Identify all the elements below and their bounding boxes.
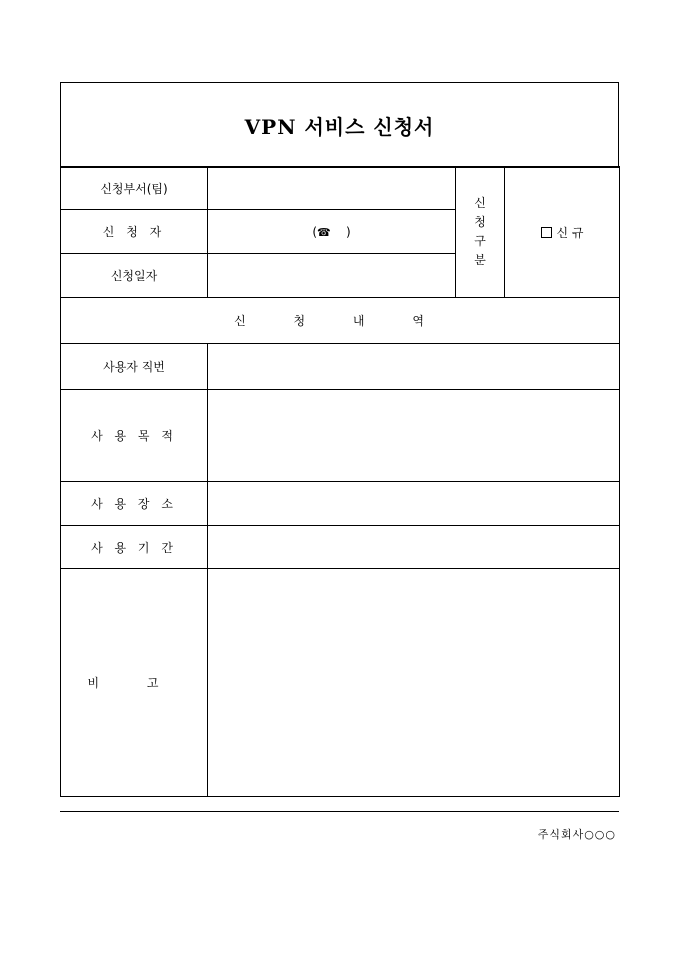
date-label: 신청일자 (61, 254, 208, 298)
applicant-field[interactable] (208, 210, 456, 254)
place-row (61, 482, 620, 526)
employee-id-field[interactable] (208, 344, 620, 390)
section-row (61, 298, 620, 344)
type-label-char: 청 (474, 215, 486, 229)
remarks-field[interactable] (208, 569, 620, 797)
checkbox-icon[interactable] (541, 227, 552, 238)
dept-field[interactable] (208, 167, 456, 210)
date-field[interactable] (208, 254, 456, 298)
dept-label: 신청부서(팀) (61, 167, 208, 210)
application-table (60, 166, 620, 797)
purpose-field[interactable] (208, 390, 620, 482)
period-field[interactable] (208, 526, 620, 569)
place-label: 사 용 장 소 (61, 482, 208, 526)
applicant-label: 신 청 자 (61, 210, 208, 254)
type-label (456, 167, 505, 298)
type-label-char: 분 (474, 253, 486, 267)
company-name: 주식회사○○○ (537, 828, 616, 841)
title-row (60, 82, 619, 168)
employee-id-label: 사용자 직번 (61, 344, 208, 390)
purpose-row (61, 390, 620, 482)
type-label-char: 신 (474, 196, 486, 210)
footer-divider (60, 811, 619, 812)
place-field[interactable] (208, 482, 620, 526)
phone-close: ) (345, 224, 351, 239)
phone-icon: ☎ (317, 225, 331, 239)
section-title: 신 청 내 역 (61, 298, 620, 344)
form-title: VPN 서비스 신청서 (244, 114, 435, 139)
vpn-application-form (60, 82, 619, 796)
period-row (61, 526, 620, 569)
phone-open: ( (312, 224, 318, 239)
dept-row (61, 167, 620, 210)
remarks-label: 비 고 (61, 569, 208, 797)
type-option-new[interactable] (505, 167, 620, 298)
type-option-label: 신 규 (556, 225, 584, 240)
purpose-label: 사 용 목 적 (61, 390, 208, 482)
remarks-row (61, 569, 620, 797)
period-label: 사 용 기 간 (61, 526, 208, 569)
type-label-char: 구 (474, 234, 486, 248)
employee-id-row (61, 344, 620, 390)
